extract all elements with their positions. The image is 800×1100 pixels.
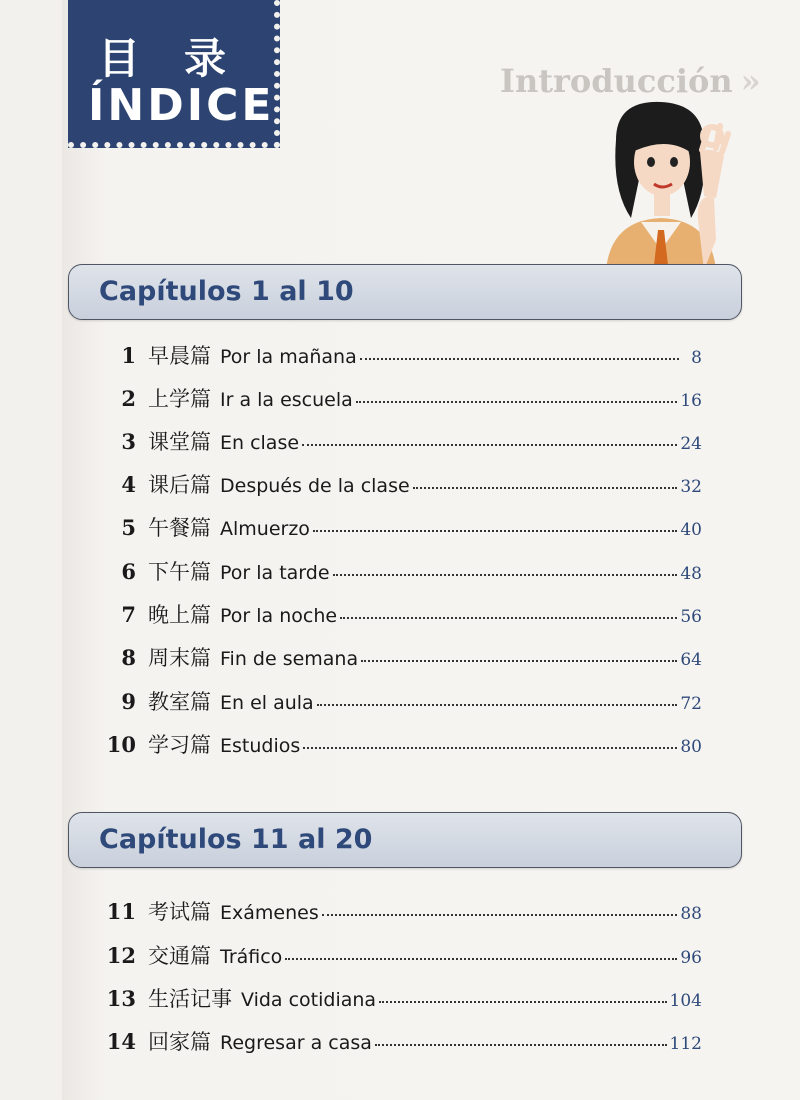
chapter-number: 10 <box>106 732 136 757</box>
chapter-title-chinese: 早晨篇 <box>148 344 211 368</box>
dot-leader <box>340 617 677 619</box>
dot-leader <box>361 660 677 662</box>
chapter-title-chinese: 课后篇 <box>148 473 211 497</box>
index-title-chinese: 目录 <box>98 34 271 83</box>
index-title-spanish: ÍNDICE <box>88 80 275 131</box>
dot-leader <box>322 914 678 916</box>
chapter-title-spanish: Tráfico <box>220 946 283 968</box>
toc-entry[interactable] <box>96 556 702 588</box>
chapter-title-spanish: Por la noche <box>220 605 338 627</box>
page-number: 24 <box>680 434 702 454</box>
chapter-number: 2 <box>121 386 136 411</box>
chapter-number: 6 <box>121 559 136 584</box>
toc-entry[interactable] <box>96 469 702 501</box>
chapter-title-spanish: Almuerzo <box>220 518 310 540</box>
chapter-title-chinese: 考试篇 <box>148 900 211 924</box>
chapter-title-chinese: 上学篇 <box>148 387 211 411</box>
page-number: 96 <box>680 948 702 968</box>
toc-entry[interactable] <box>96 599 702 631</box>
chapter-number: 8 <box>121 645 136 670</box>
chapter-title-chinese: 晚上篇 <box>148 603 211 627</box>
chapter-title-spanish: En el aula <box>220 692 314 714</box>
section-header-chapters-11-20 <box>68 812 742 868</box>
page-number: 112 <box>669 1034 702 1054</box>
page-number: 16 <box>680 391 702 411</box>
chapter-title-spanish: Regresar a casa <box>220 1032 372 1054</box>
dot-leader <box>413 487 678 489</box>
dot-leader <box>285 958 677 960</box>
chapter-number: 9 <box>121 689 136 714</box>
chapter-title-chinese: 学习篇 <box>148 733 211 757</box>
dot-leader <box>375 1044 667 1046</box>
dot-leader <box>356 401 678 403</box>
chapter-title-chinese: 生活记事 <box>148 987 232 1011</box>
chapter-number: 5 <box>121 515 136 540</box>
chapter-title-spanish: En clase <box>220 432 300 454</box>
dot-leader <box>317 704 678 706</box>
chapter-title-chinese: 交通篇 <box>148 944 211 968</box>
page-number: 56 <box>680 607 702 627</box>
section-header-chapters-1-10 <box>68 264 742 320</box>
page-number: 8 <box>691 348 702 368</box>
chapter-title-spanish: Por la tarde <box>220 562 330 584</box>
chapter-title-spanish: Exámenes <box>220 902 319 924</box>
chapter-title-spanish: Ir a la escuela <box>220 389 353 411</box>
double-chevron-icon: » <box>740 62 761 100</box>
toc-entry[interactable] <box>96 983 702 1015</box>
toc-entry[interactable] <box>96 1026 702 1058</box>
page-number: 72 <box>680 694 702 714</box>
page-number: 80 <box>680 737 702 757</box>
chapter-title-chinese: 午餐篇 <box>148 516 211 540</box>
page-number: 40 <box>680 520 702 540</box>
chapter-title-spanish: Fin de semana <box>220 648 359 670</box>
dot-leader <box>379 1001 666 1003</box>
page-number: 64 <box>680 650 702 670</box>
dot-leader <box>360 358 679 360</box>
page-number: 104 <box>669 991 702 1011</box>
dot-leader <box>333 574 678 576</box>
chapter-title-spanish: Vida cotidiana <box>241 989 377 1011</box>
section-title: Capítulos 1 al 10 <box>99 276 354 307</box>
dot-leader <box>303 747 677 749</box>
toc-entry[interactable] <box>96 383 702 415</box>
chapter-title-chinese: 下午篇 <box>148 560 211 584</box>
toc-entry[interactable] <box>96 340 702 372</box>
index-header-stamp <box>68 0 280 148</box>
chapter-number: 4 <box>121 472 136 497</box>
chapter-number: 13 <box>106 986 136 1011</box>
section-title: Capítulos 11 al 20 <box>99 824 373 855</box>
girl-illustration <box>586 100 736 270</box>
chapter-number: 12 <box>106 943 136 968</box>
page-number: 48 <box>680 564 702 584</box>
chapter-number: 14 <box>106 1029 136 1054</box>
chapter-title-chinese: 课堂篇 <box>148 430 211 454</box>
chapter-title-chinese: 教室篇 <box>148 690 211 714</box>
dot-leader <box>313 530 677 532</box>
intro-heading <box>500 62 761 100</box>
chapter-number: 7 <box>121 602 136 627</box>
toc-entry[interactable] <box>96 940 702 972</box>
chapter-title-spanish: Estudios <box>220 735 301 757</box>
page-number: 88 <box>680 904 702 924</box>
toc-entry[interactable] <box>96 512 702 544</box>
chapter-title-spanish: Por la mañana <box>220 346 357 368</box>
chapter-title-spanish: Después de la clase <box>220 475 410 497</box>
chapter-number: 1 <box>121 343 136 368</box>
toc-entry[interactable] <box>96 896 702 928</box>
chapter-number: 3 <box>121 429 136 454</box>
toc-entry[interactable] <box>96 729 702 761</box>
intro-heading-text: Introducción <box>500 62 733 100</box>
chapter-number: 11 <box>106 899 136 924</box>
toc-entry[interactable] <box>96 642 702 674</box>
chapter-title-chinese: 回家篇 <box>148 1030 211 1054</box>
toc-entry[interactable] <box>96 426 702 458</box>
page-number: 32 <box>680 477 702 497</box>
toc-entry[interactable] <box>96 686 702 718</box>
chapter-title-chinese: 周末篇 <box>148 646 211 670</box>
dot-leader <box>302 444 677 446</box>
